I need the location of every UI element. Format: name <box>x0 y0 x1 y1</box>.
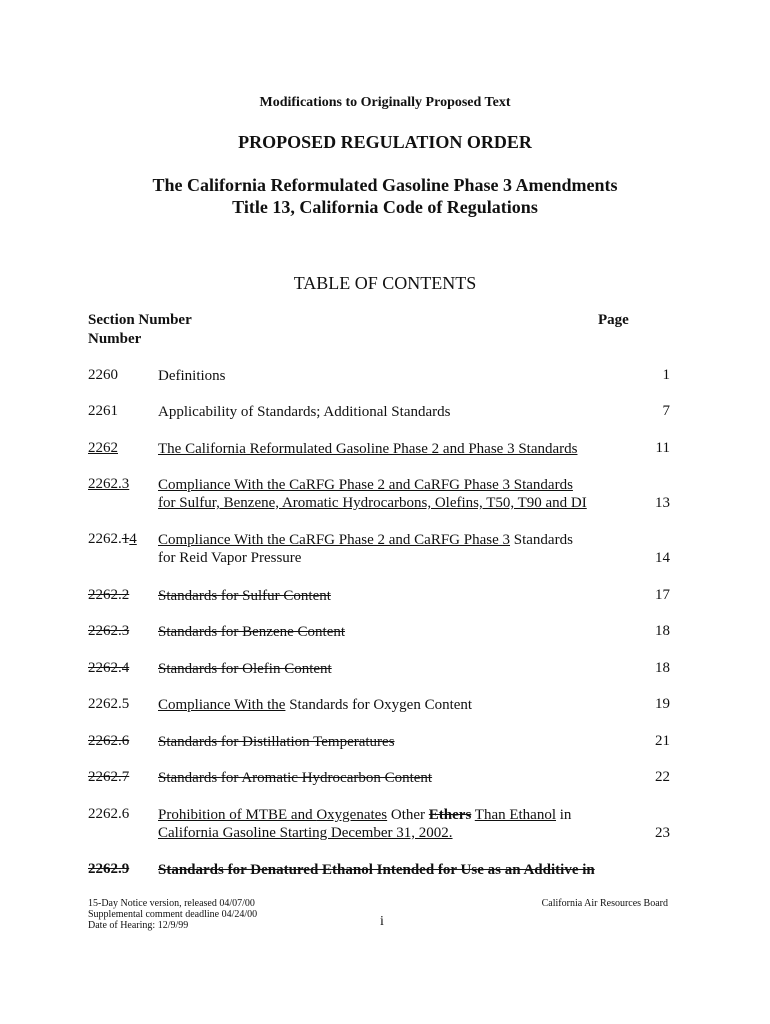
toc-entry-section: 2262.9 <box>88 861 130 877</box>
toc-entry-title: Definitions <box>158 368 226 384</box>
title-part-struck-ethers: Ethers <box>428 807 472 823</box>
title-plain-part: Standards <box>510 532 573 548</box>
title-part-underlined: Prohibition of MTBE and <box>158 807 317 823</box>
title-part-oxygenates: Oxygenates <box>316 807 388 823</box>
toc-entry-page: 14 <box>655 550 670 566</box>
toc-entry-title: Applicability of Standards; Additional Standards <box>158 404 451 420</box>
toc-entry-page: 18 <box>655 660 670 676</box>
modifications-note: Modifications to Originally Proposed Text <box>259 95 511 110</box>
toc-entry-page: 17 <box>655 587 670 603</box>
toc-entry-section: 2262.7 <box>88 769 130 785</box>
toc-entry-section: 2262.6 <box>88 806 130 822</box>
toc-entry-page: 1 <box>662 367 670 383</box>
footer-agency: California Air Resources Board <box>541 898 668 909</box>
toc-entry-section: 2262.5 <box>88 696 130 712</box>
toc-entry-section: 2262.4 <box>88 660 130 676</box>
toc-entry-section: 2262.6 <box>88 733 130 749</box>
section-struck-digit: 1 <box>121 531 130 547</box>
toc-entry-title: Standards for Distillation Temperatures <box>158 734 395 750</box>
section-base: 2262. <box>88 531 122 547</box>
toc-entry-section: 2262.2 <box>88 587 130 603</box>
toc-entry-title <box>158 696 472 714</box>
title-part-in: in <box>556 807 572 823</box>
toc-entry-title-line-1: Compliance With the CaRFG Phase 2 and CaRFG Phase 3 Standards <box>158 477 573 493</box>
order-title: PROPOSED REGULATION ORDER <box>238 132 532 152</box>
toc-entry-title: Standards for Denatured Ethanol Intended for Use as an Additive in <box>158 862 595 878</box>
toc-entry-title-line-2: California Gasoline Starting December 31, 2002. <box>158 825 453 841</box>
toc-entry-title-line-1 <box>158 531 573 549</box>
toc-entry-section: 2261 <box>88 403 118 419</box>
footer-page-number: i <box>380 914 384 929</box>
toc-entry-page: 22 <box>655 769 670 785</box>
toc-entry-title: The California Reformulated Gasoline Phase 2 and Phase 3 Standards <box>158 441 578 457</box>
toc-entry-title: Standards for Olefin Content <box>158 661 332 677</box>
footer-comment-deadline: Supplemental comment deadline 04/24/00 <box>88 909 258 920</box>
title-part-plain: Other <box>387 807 429 823</box>
footer-notice-version: 15-Day Notice version, released 04/07/00 <box>88 898 255 909</box>
toc-entry-title: Standards for Sulfur Content <box>158 588 331 604</box>
toc-entry-title-line-1 <box>158 806 571 824</box>
title-underlined-part: Compliance With the <box>158 697 286 713</box>
toc-entry-section: 2260 <box>88 367 118 383</box>
toc-entry-section <box>88 531 137 548</box>
toc-entry-page: 23 <box>655 825 670 841</box>
subtitle-line-2: Title 13, California Code of Regulations <box>232 197 538 217</box>
toc-entry-page: 7 <box>662 403 670 419</box>
toc-entry-page: 11 <box>655 440 670 456</box>
toc-entry-page: 13 <box>655 495 670 511</box>
title-plain-part: Standards for Oxygen Content <box>285 697 473 713</box>
col-header-section: Section Number <box>88 312 192 328</box>
title-underlined-part: Compliance With the CaRFG Phase 2 and CaRFG Phase <box>158 532 503 548</box>
toc-entry-section: 2262.3 <box>88 476 130 492</box>
subtitle-line-1: The California Reformulated Gasoline Phase 3 Amendments <box>152 175 618 195</box>
toc-entry-title: Standards for Aromatic Hydrocarbon Content <box>158 770 433 786</box>
toc-entry-page: 21 <box>655 733 670 749</box>
toc-entry-page: 18 <box>655 623 670 639</box>
col-header-number: Number <box>88 331 142 347</box>
toc-entry-title-line-2: for Sulfur, Benzene, Aromatic Hydrocarbons, Olefins, T50, T90 and DI <box>158 495 587 511</box>
toc-entry-section: 2262 <box>88 440 118 456</box>
toc-entry-page: 19 <box>655 696 670 712</box>
title-underlined-phase: 3 <box>502 532 511 548</box>
toc-entry-title: Standards for Benzene Content <box>158 624 346 640</box>
col-header-page: Page <box>598 312 629 328</box>
section-inserted-digit: 4 <box>129 531 137 547</box>
toc-entry-title-line-2: for Reid Vapor Pressure <box>158 550 302 566</box>
toc-entry-section: 2262.3 <box>88 623 130 639</box>
toc-heading: TABLE OF CONTENTS <box>293 273 477 293</box>
footer-hearing-date: Date of Hearing: 12/9/99 <box>88 920 189 931</box>
title-part-than-ethanol: Than Ethanol <box>474 807 557 823</box>
